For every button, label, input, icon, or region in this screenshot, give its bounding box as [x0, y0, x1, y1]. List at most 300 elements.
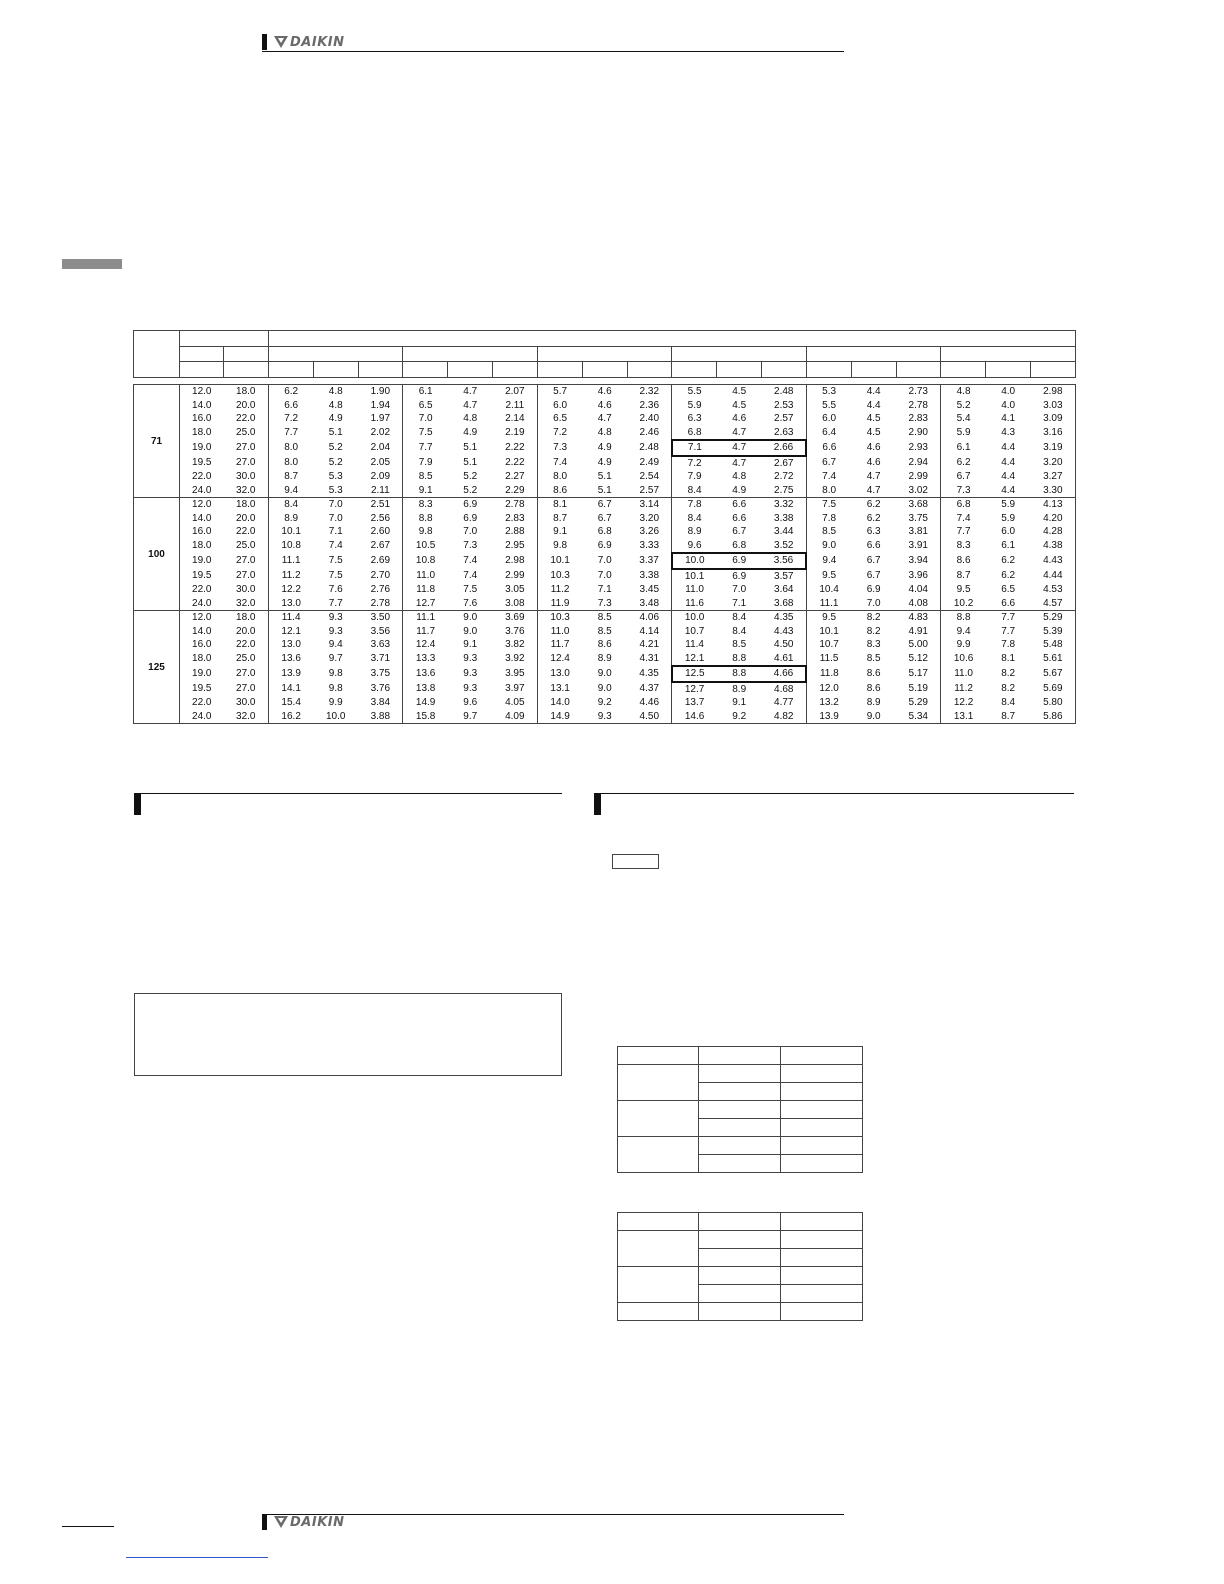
- table-cell: 5.2: [448, 484, 493, 498]
- table-cell: 9.0: [806, 539, 851, 554]
- table-cell: 7.4: [941, 512, 986, 526]
- table-row: [134, 710, 1076, 724]
- table-cell: 7.9: [403, 456, 448, 471]
- table-cell: 12.0: [806, 682, 851, 697]
- header-cell: [986, 362, 1031, 378]
- table-cell: 5.1: [463, 442, 478, 454]
- table-cell: 4.6: [866, 457, 881, 469]
- table-cell: 7.5: [328, 555, 343, 567]
- table-row: [134, 638, 1076, 652]
- table-cell: 5.00: [908, 639, 928, 651]
- table-cell: 4.46: [639, 697, 660, 709]
- header-cell: [269, 331, 1076, 347]
- table-cell: 16.0: [180, 638, 224, 652]
- table-cell: 16.0: [180, 525, 224, 539]
- table-cell: 25.0: [236, 427, 256, 439]
- table-cell: 9.3: [463, 683, 478, 695]
- table-cell: 2.63: [774, 426, 794, 438]
- table-cell: 8.0: [269, 456, 314, 471]
- table-cell: 7.3: [941, 484, 986, 498]
- table-cell: 4.7: [732, 457, 747, 469]
- table-cell: 6.7: [597, 512, 612, 524]
- header-cell: [493, 362, 538, 378]
- table-cell: 4.53: [1031, 583, 1076, 597]
- table-cell: 6.2: [1001, 570, 1016, 582]
- table-cell: 7.7: [941, 525, 986, 539]
- table-cell: 4.68: [774, 683, 794, 695]
- header-cell: [537, 347, 671, 362]
- table-cell: 3.38: [639, 570, 660, 582]
- table-cell: 4.9: [597, 457, 612, 469]
- table-cell: 18.0: [180, 652, 224, 667]
- table-cell: 10.5: [403, 539, 448, 554]
- table-cell: 3.71: [370, 653, 391, 665]
- table-cell: 8.7: [537, 512, 582, 526]
- table-cell: 16.0: [180, 412, 224, 426]
- table-cell: 6.8: [597, 526, 612, 538]
- table-cell: 3.30: [1031, 484, 1076, 498]
- selection-table-1: [617, 1046, 863, 1173]
- table-cell: 6.9: [732, 570, 747, 582]
- table-cell: 7.7: [986, 611, 1031, 625]
- table-cell: 8.3: [866, 639, 881, 651]
- table-cell: 7.5: [806, 498, 851, 512]
- table-cell: 11.7: [537, 638, 582, 652]
- table-cell: 3.02: [896, 484, 941, 498]
- brand-name: DAIKIN: [290, 1514, 345, 1530]
- table-cell: 4.83: [896, 611, 941, 625]
- table-cell: 12.4: [537, 652, 582, 667]
- table-cell: 5.3: [806, 385, 851, 399]
- table-row: [134, 525, 1076, 539]
- table-cell: 5.1: [328, 427, 343, 439]
- table-cell: 4.20: [1031, 512, 1076, 526]
- table-cell: 6.6: [806, 440, 851, 456]
- table-cell: 11.7: [403, 625, 448, 639]
- table-cell: 4.9: [597, 442, 612, 454]
- table-cell: 9.8: [537, 539, 582, 554]
- header-cell: [762, 362, 807, 378]
- note-box: [134, 993, 562, 1076]
- table-cell: 2.66: [762, 440, 807, 456]
- table-cell: 6.7: [732, 526, 747, 538]
- table-cell: 10.6: [941, 652, 986, 667]
- table-cell: 7.4: [537, 456, 582, 471]
- table-cell: 2.27: [505, 471, 525, 483]
- table-cell: 13.6: [269, 652, 314, 667]
- table-cell: 24.0: [180, 484, 224, 498]
- header-cell: [806, 347, 940, 362]
- table-cell: 6.5: [1001, 584, 1016, 596]
- table-cell: 11.8: [403, 583, 448, 597]
- table-cell: 4.08: [896, 597, 941, 611]
- table-cell: 3.57: [774, 570, 794, 582]
- table-cell: 8.9: [732, 683, 747, 695]
- table-cell: 11.6: [672, 597, 717, 611]
- table-cell: 8.5: [403, 470, 448, 484]
- table-cell: 2.76: [370, 584, 391, 596]
- table-cell: 4.13: [1031, 498, 1076, 512]
- table-cell: 19.0: [180, 553, 224, 569]
- table-cell: 8.3: [403, 498, 448, 512]
- table-cell: 5.9: [986, 498, 1031, 512]
- table-cell: 4.61: [774, 652, 794, 664]
- header-cell: [672, 347, 806, 362]
- table-cell: 8.5: [806, 525, 851, 539]
- table-cell: 19.5: [180, 456, 224, 471]
- table-cell: 6.3: [866, 526, 881, 538]
- table-row: [134, 539, 1076, 554]
- table-cell: 4.66: [762, 666, 807, 682]
- table-cell: 2.53: [774, 399, 794, 411]
- table-cell: 8.2: [1001, 683, 1016, 695]
- table-cell: 4.14: [639, 625, 660, 637]
- table-cell: 4.35: [639, 668, 659, 680]
- table-cell: 22.0: [180, 696, 224, 710]
- table-cell: 9.3: [463, 668, 478, 680]
- table-cell: 5.86: [1031, 710, 1076, 724]
- table-cell: 7.8: [672, 498, 717, 512]
- table-cell: 14.0: [180, 399, 224, 413]
- model-label: 100: [134, 498, 180, 611]
- table-cell: 13.3: [403, 652, 448, 667]
- table-cell: 4.5: [866, 413, 881, 425]
- table-cell: 4.7: [851, 484, 896, 498]
- footer-link-underline[interactable]: [126, 1557, 268, 1558]
- header-cell: [180, 362, 224, 378]
- header-cell: [358, 362, 403, 378]
- table-cell: 6.8: [672, 426, 717, 441]
- table-cell: 5.3: [328, 471, 343, 483]
- table-cell: 3.82: [505, 639, 525, 651]
- table-cell: 3.20: [639, 512, 660, 524]
- table-cell: 3.75: [370, 668, 391, 680]
- table-cell: 3.88: [358, 710, 403, 724]
- table-cell: 4.8: [732, 471, 747, 483]
- header-cell: [224, 347, 269, 362]
- table-row: [134, 553, 1076, 569]
- table-cell: 6.7: [806, 456, 851, 471]
- table-cell: 6.6: [717, 498, 762, 512]
- table-cell: 4.05: [505, 697, 525, 709]
- table-cell: 6.0: [806, 412, 851, 426]
- table-cell: 3.45: [639, 584, 660, 596]
- table-cell: 9.8: [403, 525, 448, 539]
- table-cell: 11.5: [806, 652, 851, 667]
- table-cell: 14.0: [180, 512, 224, 526]
- table-cell: 2.78: [493, 498, 538, 512]
- table-cell: 2.67: [774, 457, 794, 469]
- table-cell: 5.1: [582, 484, 627, 498]
- table-cell: 3.27: [1031, 470, 1076, 484]
- table-cell: 18.0: [224, 611, 269, 625]
- table-cell: 4.21: [639, 639, 660, 651]
- table-cell: 6.0: [537, 399, 582, 413]
- daikin-logo: [274, 34, 344, 50]
- table-cell: 6.8: [732, 539, 747, 551]
- table-cell: 4.1: [1001, 413, 1016, 425]
- table-cell: 9.6: [672, 539, 717, 554]
- table-cell: 8.7: [269, 470, 314, 484]
- table-cell: 14.0: [180, 625, 224, 639]
- table-cell: 13.0: [269, 638, 314, 652]
- table-cell: 7.3: [537, 440, 582, 456]
- table-cell: 4.35: [762, 611, 807, 625]
- model-label: 71: [134, 385, 180, 498]
- table-cell: 4.7: [597, 413, 612, 425]
- table-row: [134, 666, 1076, 682]
- capacity-table: [133, 330, 1076, 724]
- table-cell: 3.69: [493, 611, 538, 625]
- table-cell: 7.8: [806, 512, 851, 526]
- footer-rule-left: [62, 1526, 114, 1527]
- table-cell: 3.52: [774, 539, 794, 551]
- table-cell: 14.6: [672, 710, 717, 724]
- table-cell: 2.60: [370, 526, 391, 538]
- table-cell: 4.9: [328, 413, 343, 425]
- table-cell: 6.6: [732, 512, 747, 524]
- table-cell: 5.2: [941, 399, 986, 413]
- table-cell: 7.8: [1001, 639, 1016, 651]
- table-cell: 7.4: [463, 570, 478, 582]
- header-cell: [851, 362, 896, 378]
- table-cell: 7.5: [463, 584, 478, 596]
- table-cell: 3.56: [370, 625, 391, 637]
- table-cell: 4.09: [493, 710, 538, 724]
- table-row: [134, 569, 1076, 584]
- table-cell: 14.0: [537, 696, 582, 710]
- table-row: [134, 498, 1076, 512]
- table-cell: 27.0: [236, 668, 256, 680]
- table-cell: 19.5: [180, 682, 224, 697]
- table-cell: 3.75: [908, 512, 928, 524]
- table-cell: 9.9: [941, 638, 986, 652]
- table-cell: 4.4: [986, 484, 1031, 498]
- table-cell: 9.7: [448, 710, 493, 724]
- table-cell: 3.08: [493, 597, 538, 611]
- table-cell: 9.1: [463, 639, 478, 651]
- table-cell: 2.56: [370, 512, 391, 524]
- table-cell: 8.9: [597, 653, 612, 665]
- table-cell: 12.7: [403, 597, 448, 611]
- table-cell: 4.7: [448, 385, 493, 399]
- table-cell: 13.8: [403, 682, 448, 697]
- table-cell: 15.8: [403, 710, 448, 724]
- table-cell: 2.29: [493, 484, 538, 498]
- table-cell: 8.4: [672, 484, 717, 498]
- table-cell: 18.0: [224, 498, 269, 512]
- table-cell: 22.0: [236, 526, 256, 538]
- table-cell: 7.3: [582, 597, 627, 611]
- table-cell: 7.1: [597, 584, 612, 596]
- table-cell: 7.0: [597, 570, 612, 582]
- table-cell: 6.9: [866, 584, 881, 596]
- table-cell: 7.5: [328, 570, 343, 582]
- table-cell: 7.6: [328, 584, 343, 596]
- table-cell: 8.4: [1001, 697, 1016, 709]
- table-cell: 5.2: [328, 442, 343, 454]
- table-cell: 14.1: [269, 682, 314, 697]
- table-cell: 4.8: [328, 399, 343, 411]
- table-cell: 4.43: [1031, 553, 1076, 569]
- table-cell: 12.1: [672, 652, 717, 667]
- page-side-tab: [62, 259, 122, 269]
- table-cell: 18.0: [180, 539, 224, 554]
- table-cell: 22.0: [180, 583, 224, 597]
- table-cell: 9.7: [328, 653, 343, 665]
- section-heading-right: [594, 793, 1074, 815]
- table-cell: 7.7: [269, 426, 314, 441]
- table-cell: 4.5: [732, 399, 747, 411]
- table-cell: 9.4: [806, 553, 851, 569]
- table-cell: 5.2: [328, 457, 343, 469]
- table-cell: 11.4: [269, 611, 314, 625]
- table-cell: 10.3: [537, 611, 582, 625]
- table-row: [134, 385, 1076, 399]
- table-cell: 9.8: [328, 683, 343, 695]
- header-row: [134, 331, 1076, 347]
- table-cell: 8.2: [1001, 668, 1016, 680]
- table-cell: 9.8: [328, 668, 343, 680]
- table-cell: 13.6: [403, 666, 448, 682]
- table-cell: 12.2: [269, 583, 314, 597]
- table-cell: 27.0: [236, 442, 256, 454]
- footer-marker: [262, 1514, 267, 1530]
- table-cell: 10.4: [806, 583, 851, 597]
- table-row: [134, 696, 1076, 710]
- table-cell: 3.56: [762, 553, 807, 569]
- table-cell: 2.73: [896, 385, 941, 399]
- table-cell: 7.0: [403, 412, 448, 426]
- table-cell: 4.37: [639, 683, 660, 695]
- table-cell: 6.2: [941, 456, 986, 471]
- table-cell: 12.1: [269, 625, 314, 639]
- table-cell: 24.0: [180, 710, 224, 724]
- table-cell: 6.9: [463, 512, 478, 524]
- table-cell: 5.29: [1031, 611, 1076, 625]
- table-cell: 13.2: [806, 696, 851, 710]
- table-cell: 6.6: [866, 540, 881, 552]
- table-cell: 13.0: [537, 666, 582, 682]
- table-cell: 2.32: [627, 385, 672, 399]
- table-cell: 27.0: [236, 683, 256, 695]
- table-cell: 2.95: [505, 540, 525, 552]
- table-cell: 8.6: [866, 668, 881, 680]
- table-cell: 7.4: [328, 540, 343, 552]
- table-row: [134, 484, 1076, 498]
- table-cell: 3.09: [1031, 412, 1076, 426]
- table-cell: 3.64: [774, 584, 794, 596]
- table-cell: 4.6: [582, 385, 627, 399]
- table-cell: 6.1: [1001, 540, 1016, 552]
- table-cell: 4.77: [774, 697, 794, 709]
- table-cell: 11.4: [672, 638, 717, 652]
- table-cell: 5.9: [1001, 512, 1016, 524]
- table-cell: 4.5: [866, 427, 881, 439]
- table-cell: 4.3: [1001, 427, 1016, 439]
- table-cell: 3.81: [908, 526, 928, 538]
- table-cell: 20.0: [236, 399, 256, 411]
- header-cell: [941, 347, 1076, 362]
- table-cell: 4.4: [1001, 442, 1016, 454]
- table-cell: 5.1: [597, 471, 612, 483]
- table-row: [618, 1267, 863, 1285]
- table-cell: 4.43: [774, 625, 794, 637]
- table-cell: 2.99: [505, 570, 525, 582]
- table-cell: 3.48: [627, 597, 672, 611]
- table-cell: 4.6: [732, 413, 747, 425]
- table-cell: 6.2: [269, 385, 314, 399]
- header-logo-bar: [262, 34, 844, 56]
- table-cell: 2.93: [908, 442, 928, 454]
- table-cell: 30.0: [236, 584, 256, 596]
- table-cell: 5.69: [1031, 682, 1076, 697]
- table-cell: 4.7: [732, 426, 747, 438]
- table-cell: 13.0: [269, 597, 314, 611]
- header-cell: [582, 362, 627, 378]
- table-cell: 6.0: [1001, 526, 1016, 538]
- table-cell: 3.68: [896, 498, 941, 512]
- table-cell: 2.54: [639, 471, 660, 483]
- table-cell: 4.4: [1001, 457, 1016, 469]
- table-row: [134, 456, 1076, 471]
- table-cell: 7.4: [806, 470, 851, 484]
- table-cell: 8.0: [806, 484, 851, 498]
- table-cell: 2.09: [370, 471, 391, 483]
- table-cell: 8.5: [732, 639, 747, 651]
- table-cell: 7.9: [672, 470, 717, 484]
- daikin-logo: [274, 1514, 344, 1530]
- table-cell: 7.2: [269, 412, 314, 426]
- table-cell: 2.11: [358, 484, 403, 498]
- table-cell: 4.9: [463, 427, 478, 439]
- table-cell: 3.96: [908, 570, 928, 582]
- table-cell: 7.5: [403, 426, 448, 441]
- table-cell: 3.16: [1031, 426, 1076, 441]
- table-cell: 7.6: [448, 597, 493, 611]
- table-row: [134, 426, 1076, 441]
- table-cell: 8.6: [597, 639, 612, 651]
- table-row: [618, 1065, 863, 1083]
- table-cell: 2.83: [908, 413, 928, 425]
- table-cell: 13.1: [537, 682, 582, 697]
- header-cell: [896, 362, 941, 378]
- table-cell: 5.2: [463, 471, 478, 483]
- table-cell: 11.9: [537, 597, 582, 611]
- table-cell: 4.7: [866, 471, 881, 483]
- table-cell: 6.2: [866, 512, 881, 524]
- table-cell: 4.4: [851, 385, 896, 399]
- spacer-row: [134, 378, 1076, 385]
- table-cell: 5.12: [908, 653, 928, 665]
- table-cell: 3.84: [370, 697, 391, 709]
- table-cell: 9.9: [328, 697, 343, 709]
- table-cell: 9.3: [463, 653, 478, 665]
- header-cell: [269, 362, 314, 378]
- table-cell: 3.91: [908, 540, 928, 552]
- table-cell: 7.7: [313, 597, 358, 611]
- table-cell: 24.0: [180, 597, 224, 611]
- table-cell: 12.2: [941, 696, 986, 710]
- table-cell: 11.1: [269, 553, 314, 569]
- table-cell: 4.4: [1001, 471, 1016, 483]
- table-cell: 4.7: [463, 399, 478, 411]
- table-cell: 2.22: [505, 442, 525, 454]
- table-cell: 12.7: [672, 682, 717, 697]
- table-row: [618, 1213, 863, 1231]
- table-row: [134, 412, 1076, 426]
- table-cell: 8.9: [672, 525, 717, 539]
